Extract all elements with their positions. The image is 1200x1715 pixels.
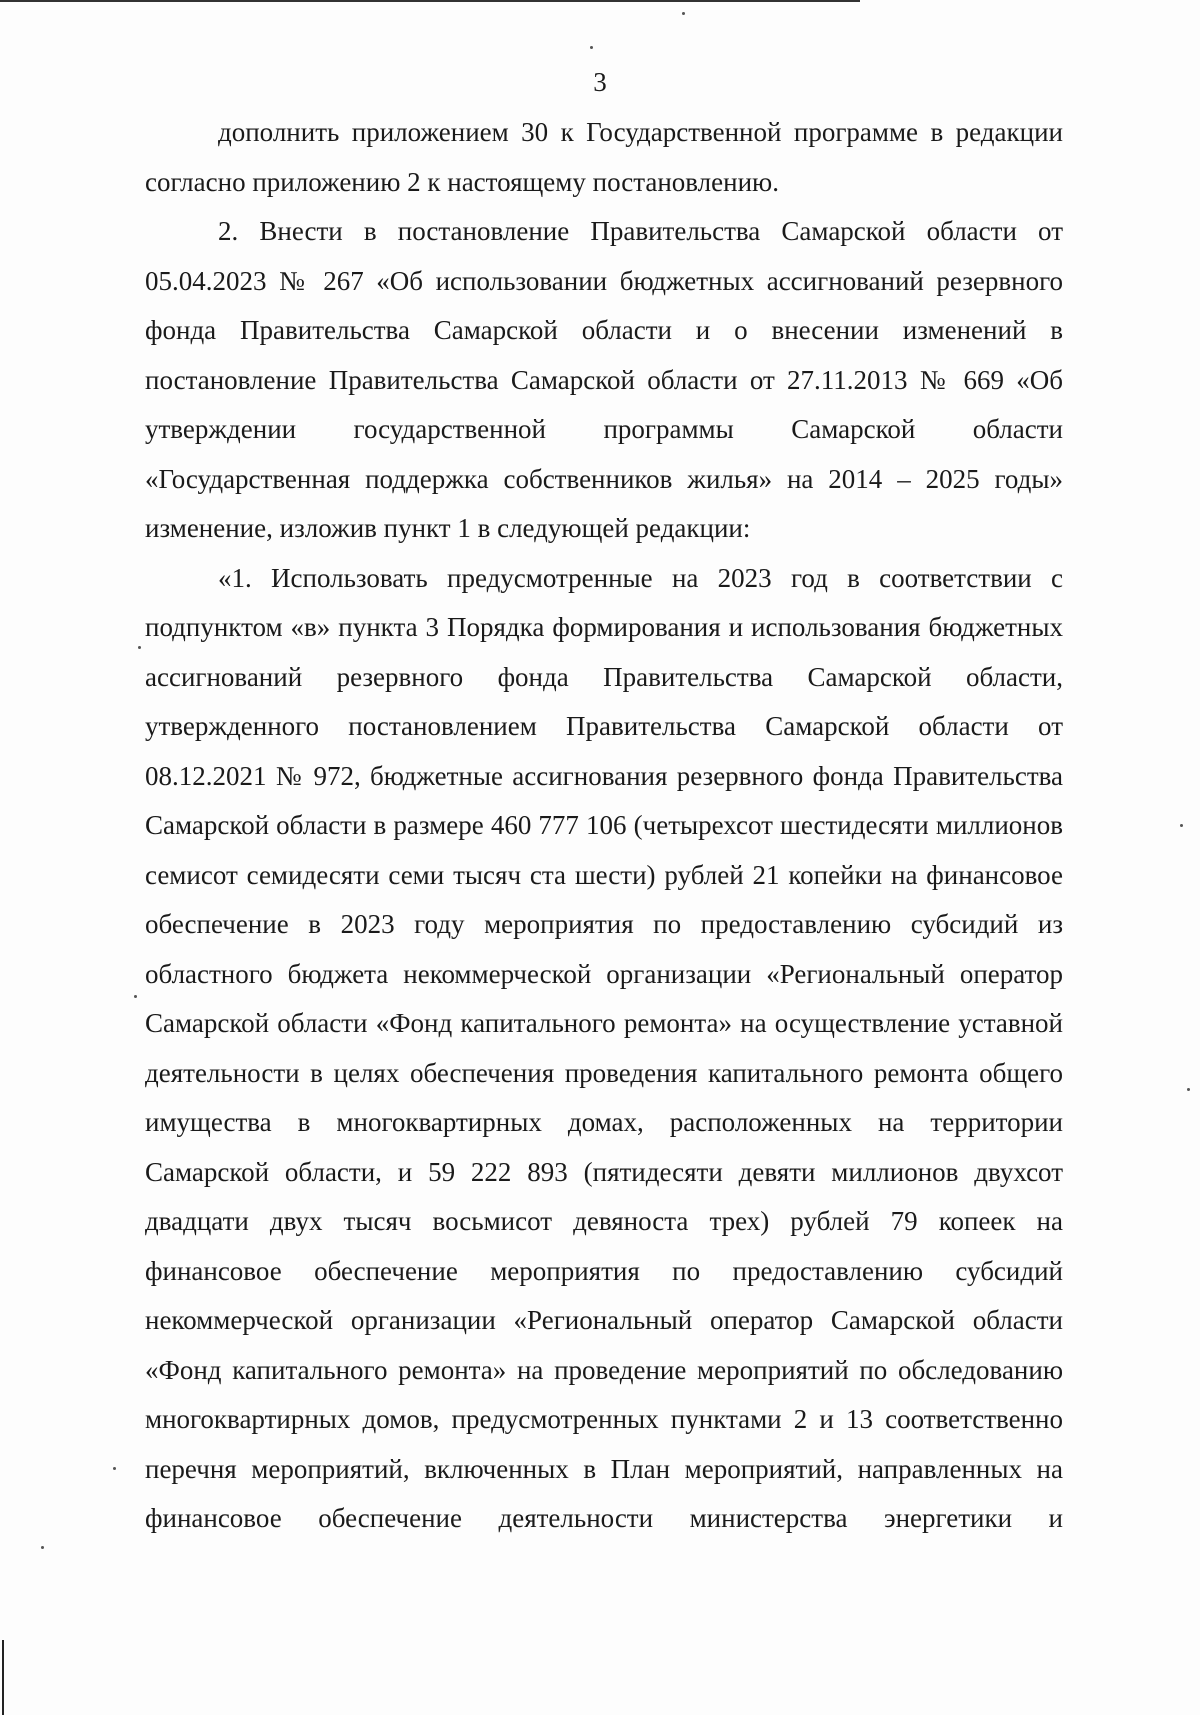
scan-left-edge <box>2 1640 4 1715</box>
paragraph-2: 2. Внести в постановление Правительства Самарской области от 05.04.2023 № 267 «Об использовании бюджетных ассигнований резервного фонда Правительства Самарской области и о внесении изменений в постановление Правительства Самарской области от 27.11.2013 № 669 «Об утверждении государственной программы Самарской области «Государственная поддержка собственников жилья» на 2014 – 2025 годы» изменение, изложив пункт 1 в следующей редакции: <box>145 216 1063 543</box>
scan-speck <box>134 995 137 998</box>
scan-speck <box>590 46 593 49</box>
page-number: 3 <box>593 67 607 97</box>
scan-speck <box>1187 1088 1190 1091</box>
paragraph-1: дополнить приложением 30 к Государственной программе в редакции согласно приложению 2 к настоящему постановлению. <box>145 117 1063 197</box>
document-body <box>145 108 1063 1544</box>
paragraph-3: «1. Использовать предусмотренные на 2023 год в соответствии с подпунктом «в» пункта 3 Порядка формирования и использования бюджетных ассигнований резервного фонда Правительства Самарской области, утвержденного постановлением Правительства Самарской области от 08.12.2021 № 972, бюджетные ассигнования резервного фонда Правительства Самарской области в размере 460 777 106 (четырехсот шестидесяти миллионов семисот семидесяти семи тысяч ста шести) рублей 21 копейки на финансовое обеспечение в 2023 году мероприятия по предоставлению субсидий из областного бюджета некоммерческой организации «Региональный оператор Самарской области «Фонд капитального ремонта» на осуществление уставной деятельности в целях обеспечения проведения капитального ремонта общего имущества в многоквартирных домах, расположенных на территории Самарской области, и 59 222 893 (пятидесяти девяти миллионов двухсот двадцати двух тысяч восьмисот девяноста трех) рублей 79 копеек на финансовое обеспечение мероприятия по предоставлению субсидий некоммерческой организации «Региональный оператор Самарской области «Фонд капитального ремонта» на проведение мероприятий по обследованию многоквартирных домов, предусмотренных пунктами 2 и 13 соответственно перечня мероприятий, включенных в План мероприятий, направленных на финансовое обеспечение деятельности министерства энергетики и <box>145 562 1063 1533</box>
scan-speck <box>682 12 685 15</box>
scan-speck <box>41 1546 44 1549</box>
scan-top-border <box>0 0 860 2</box>
scan-speck <box>113 1467 116 1470</box>
scan-speck <box>1180 824 1183 827</box>
scan-speck <box>138 646 141 649</box>
